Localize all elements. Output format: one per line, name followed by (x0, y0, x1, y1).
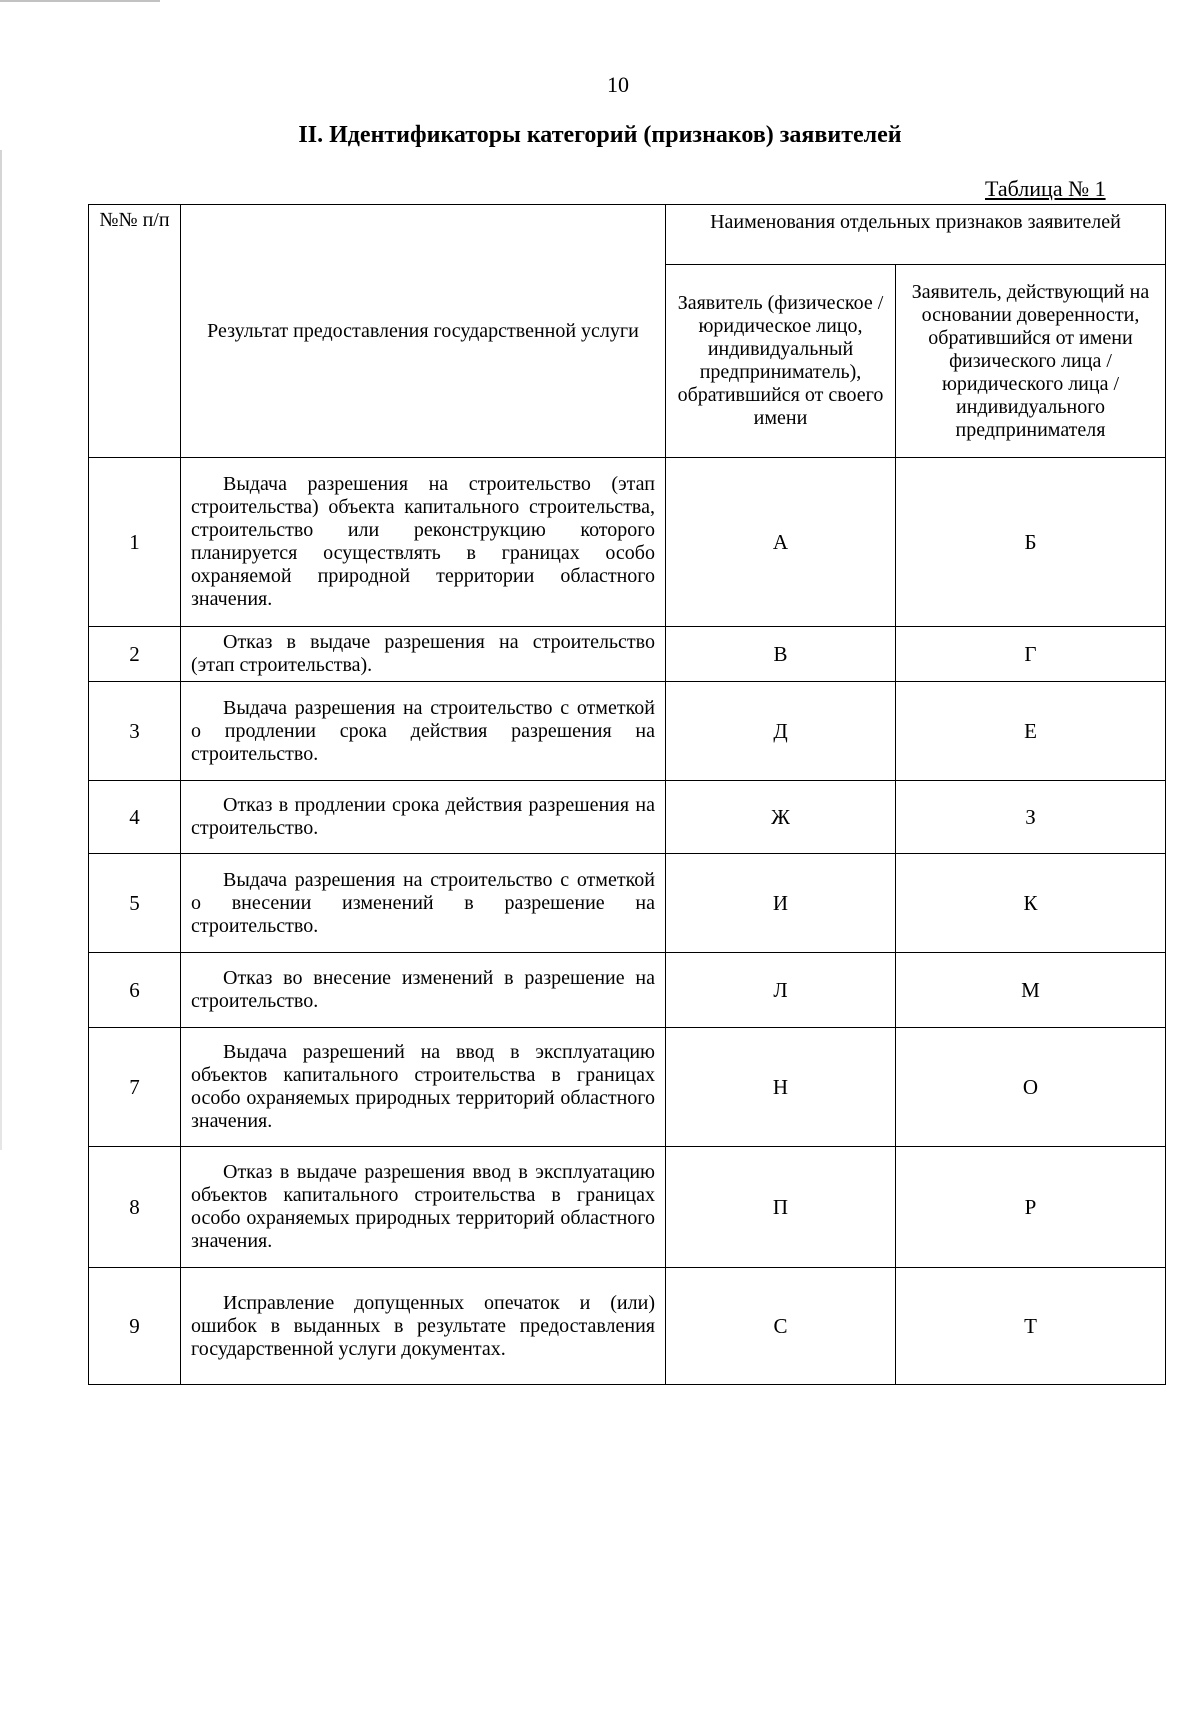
row-number: 3 (89, 682, 181, 781)
row-number: 9 (89, 1268, 181, 1385)
row-code-proxy: О (895, 1028, 1165, 1147)
row-code-self: С (665, 1268, 895, 1385)
table-row (89, 682, 1166, 781)
row-code-self: П (665, 1147, 895, 1268)
row-number: 7 (89, 1028, 181, 1147)
row-code-proxy: Е (895, 682, 1165, 781)
applicant-categories-table (88, 204, 1166, 1385)
row-code-self: В (665, 627, 895, 682)
row-result (181, 682, 666, 781)
row-result-text: Отказ в продлении срока действия разрешения на строительство. (191, 794, 655, 839)
row-number: 1 (89, 458, 181, 627)
row-result (181, 1147, 666, 1268)
row-code-proxy: З (895, 781, 1165, 854)
row-code-proxy: Б (895, 458, 1165, 627)
row-result (181, 627, 666, 682)
row-number: 2 (89, 627, 181, 682)
table-row (89, 781, 1166, 854)
row-code-self: Л (665, 953, 895, 1028)
row-number: 6 (89, 953, 181, 1028)
row-result (181, 458, 666, 627)
header-applicant-self: Заявитель (физическое /юридическое лицо, индивидуальный предприниматель), обратившийся от своего имени (665, 265, 895, 458)
row-result (181, 854, 666, 953)
table-caption: Таблица № 1 (985, 176, 1106, 201)
row-code-proxy: Р (895, 1147, 1165, 1268)
row-result (181, 953, 666, 1028)
row-code-proxy: М (895, 953, 1165, 1028)
scan-edge-shadow (0, 150, 2, 1150)
table-body (89, 458, 1166, 1385)
row-code-self: Д (665, 682, 895, 781)
header-result: Результат предоставления государственной услуги (181, 205, 666, 458)
header-applicant-proxy: Заявитель, действующий на основании доверенности, обратившийся от имени физического лица / юридического лица / индивидуального предпринимателя (895, 265, 1165, 458)
row-number: 8 (89, 1147, 181, 1268)
table-row (89, 1147, 1166, 1268)
row-number: 5 (89, 854, 181, 953)
header-applicant-features: Наименования отдельных признаков заявителей (665, 205, 1165, 265)
row-result (181, 781, 666, 854)
row-result (181, 1268, 666, 1385)
table-row (89, 953, 1166, 1028)
row-result-text: Выдача разрешения на строительство с отметкой о продлении срока действия разрешения на строительство. (191, 696, 655, 765)
row-code-self: Н (665, 1028, 895, 1147)
table-row (89, 854, 1166, 953)
row-number: 4 (89, 781, 181, 854)
row-result-text: Исправление допущенных опечаток и (или) ошибок в выданных в результате предоставления государственной услуги документах. (191, 1291, 655, 1360)
row-result-text: Отказ во внесение изменений в разрешение на строительство. (191, 967, 655, 1012)
page-number: 10 (607, 72, 629, 97)
row-result-text: Отказ в выдаче разрешения ввод в эксплуатацию объектов капитального строительства в границах особо охраняемых природных территорий областного значения. (191, 1161, 655, 1252)
row-code-self: И (665, 854, 895, 953)
row-result-text: Выдача разрешения на строительство с отметкой о внесении изменений в разрешение на строительство. (191, 868, 655, 937)
row-result-text: Отказ в выдаче разрешения на строительство (этап строительства). (191, 631, 655, 676)
row-result (181, 1028, 666, 1147)
table-row (89, 458, 1166, 627)
row-code-proxy: Т (895, 1268, 1165, 1385)
section-title: II. Идентификаторы категорий (признаков) заявителей (298, 122, 902, 148)
row-code-proxy: К (895, 854, 1165, 953)
table-row (89, 627, 1166, 682)
row-code-proxy: Г (895, 627, 1165, 682)
row-code-self: Ж (665, 781, 895, 854)
table-row (89, 1268, 1166, 1385)
scan-edge-mark (0, 0, 160, 2)
row-result-text: Выдача разрешения на строительство (этап строительства) объекта капитального строительства, строительство или реконструкцию которого планируется осуществлять в границах особо охраняемой природной территории областного значения. (191, 473, 655, 610)
header-no: №№ п/п (89, 205, 181, 458)
table-row (89, 1028, 1166, 1147)
row-result-text: Выдача разрешений на ввод в эксплуатацию объектов капитального строительства в границах особо охраняемых природных территорий областного значения. (191, 1041, 655, 1132)
row-code-self: А (665, 458, 895, 627)
